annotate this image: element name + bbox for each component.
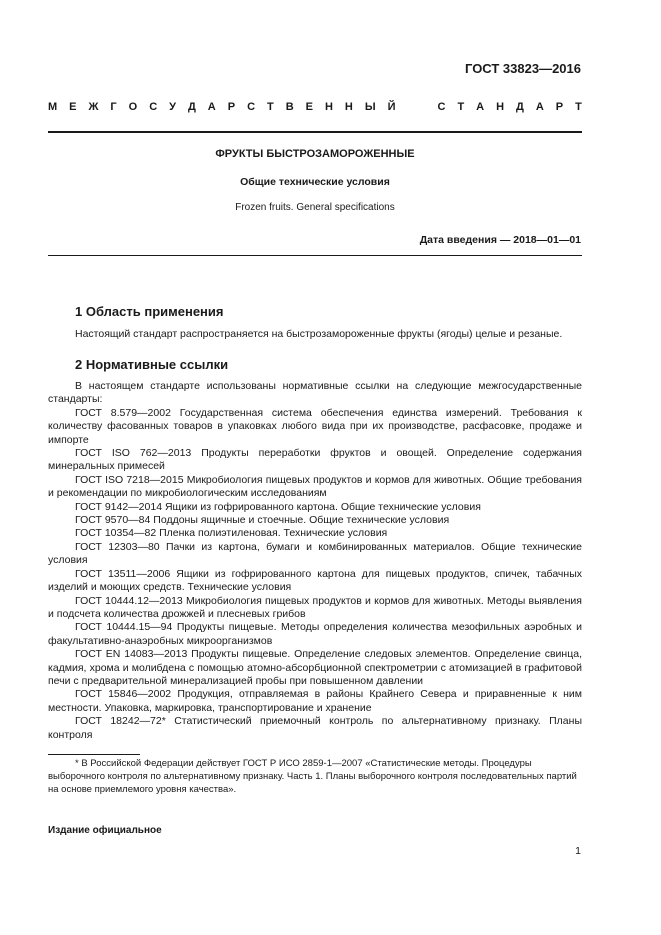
reference-item: ГОСТ 10444.15—94 Продукты пищевые. Методы определения количества мезофильных аэробных и факультативно-анаэробных микроорганизмов xyxy=(48,621,582,647)
reference-item: ГОСТ 9142—2014 Ящики из гофрированного картона. Общие технические условия xyxy=(75,500,481,513)
banner-letter: Р xyxy=(227,101,236,113)
banner-letter: Т xyxy=(575,101,582,113)
banner-letter: С xyxy=(149,101,158,113)
document-subtitle: Общие технические условия xyxy=(240,176,390,188)
banner-letter: С xyxy=(247,101,256,113)
banner-letter: Ы xyxy=(364,101,376,113)
banner-letter: А xyxy=(535,101,544,113)
banner-letter: Ж xyxy=(88,101,99,113)
date-divider xyxy=(48,255,582,256)
references-intro: В настоящем стандарте использованы нормативные ссылки на следующие межгосударственные стандарты: xyxy=(48,380,582,406)
banner-letter: Н xyxy=(496,101,505,113)
banner-letter: Й xyxy=(387,101,396,113)
section-1-heading: 1 Область применения xyxy=(75,304,224,319)
reference-item: ГОСТ 15846—2002 Продукция, отправляемая в районы Крайнего Севера и приравненные к ним местности. Упаковка, маркировка, транспортирование и хранение xyxy=(48,688,582,714)
section-2-heading: 2 Нормативные ссылки xyxy=(75,357,229,372)
banner-letter: Е xyxy=(69,101,77,113)
page-number: 1 xyxy=(575,845,581,857)
banner-letter: Т xyxy=(267,101,274,113)
reference-item: ГОСТ ISO 7218—2015 Микробиология пищевых продуктов и кормов для животных. Общие требования и рекомендации по микробиологическим исследованиям xyxy=(48,473,582,500)
footnote-divider xyxy=(48,754,140,755)
reference-item: ГОСТ 10354—82 Пленка полиэтиленовая. Технические условия xyxy=(75,527,388,540)
banner-letter: А xyxy=(207,101,216,113)
banner-letter: Д xyxy=(516,101,524,113)
banner-letter: М xyxy=(48,101,58,113)
effective-date: Дата введения — 2018—01—01 xyxy=(419,234,581,246)
banner-letter: О xyxy=(128,101,138,113)
header-divider xyxy=(48,131,582,133)
banner-letter: Н xyxy=(324,101,333,113)
banner-letter: В xyxy=(285,101,294,113)
document-code: ГОСТ 33823—2016 xyxy=(465,61,581,76)
reference-item: ГОСТ 18242—72* Статистический приемочный контроль по альтернативному признаку. Планы контроля xyxy=(48,715,582,741)
banner-letter: Д xyxy=(187,101,196,113)
reference-item: ГОСТ 12303—80 Пачки из картона, бумаги и комбинированных материалов. Общие технические условия xyxy=(48,540,582,567)
official-edition-label: Издание официальное xyxy=(48,825,162,836)
document-title: ФРУКТЫ БЫСТРОЗАМОРОЖЕННЫЕ xyxy=(215,148,415,160)
banner-letter: Т xyxy=(457,101,465,113)
banner-letter: А xyxy=(476,101,485,113)
footnote: * В Российской Федерации действует ГОСТ Р ИСО 2859-1—2007 «Статистические методы. Процедуры выборочного контроля по альтернативному признаку. Часть 1. Планы выборочного контроля последовательных партий на основе приемлемого уровня качества». xyxy=(48,758,577,795)
reference-item: ГОСТ ISO 762—2013 Продукты переработки фруктов и овощей. Определение содержания минеральных примесей xyxy=(48,447,582,473)
banner-letter: Г xyxy=(110,101,117,113)
banner-letter: С xyxy=(437,101,446,113)
reference-item: ГОСТ 8.579—2002 Государственная система обеспечения единства измерений. Требования к количеству фасованных товаров в упаковках любого вида при их производстве, расфасовке, продаже и импорте xyxy=(48,406,582,446)
references-list xyxy=(48,380,582,742)
reference-item: ГОСТ 13511—2006 Ящики из гофрированного картона для пищевых продуктов, спичек, табачных изделий и моющих средств. Технические условия xyxy=(48,567,582,594)
english-title: Frozen fruits. General specifications xyxy=(235,202,395,213)
section-1-text: Настоящий стандарт распространяется на быстрозамороженные фрукты (ягоды) целые и резаные. xyxy=(75,328,563,340)
interstate-standard-banner xyxy=(48,101,582,113)
reference-item: ГОСТ 9570—84 Поддоны ящичные и стоечные. Общие технические условия xyxy=(75,514,450,527)
reference-item: ГОСТ EN 14083—2013 Продукты пищевые. Определение следовых элементов. Определение свинца, кадмия, хрома и молибдена с помощью атомно-абсорбционной спектрометрии с атомизацией в графитовой печи с предварительной минерализацией пробы при повышенном давлении xyxy=(48,648,582,687)
banner-letter: Р xyxy=(555,101,564,113)
banner-gap xyxy=(408,101,426,113)
reference-item: ГОСТ 10444.12—2013 Микробиология пищевых продуктов и кормов для животных. Методы выявления и подсчета количества дрожжей и плесневых грибов xyxy=(48,594,582,620)
banner-letter: Н xyxy=(344,101,353,113)
banner-letter: Е xyxy=(305,101,313,113)
banner-letter: У xyxy=(169,101,176,113)
